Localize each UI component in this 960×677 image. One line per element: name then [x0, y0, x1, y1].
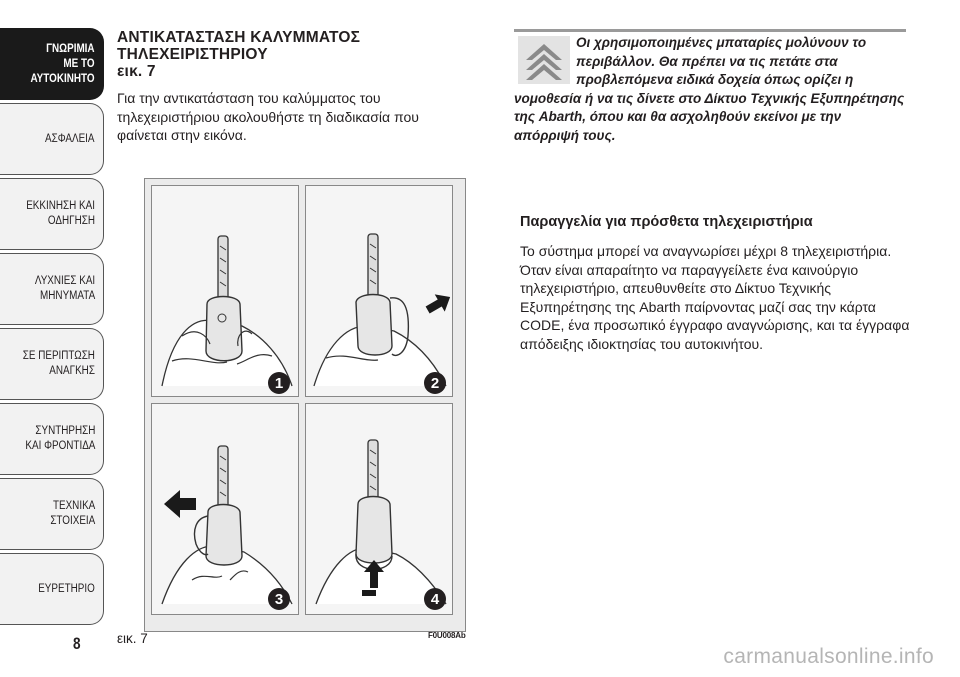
key-illustration-1 — [152, 186, 299, 397]
tab-maintenance[interactable] — [0, 403, 104, 475]
step-panel-3 — [151, 403, 299, 615]
step-panel-2 — [305, 185, 453, 397]
tab-emergency[interactable] — [0, 328, 104, 400]
note-icon-spacer — [514, 34, 576, 84]
section-heading-text: ΑΝΤΙΚΑΤΑΣΤΑΣΗ ΚΑΛΥΜΜΑΤΟΣ ΤΗΛΕΧΕΙΡΙΣΤΗΡΙΟΥ — [117, 29, 361, 63]
step-panel-4 — [305, 403, 453, 615]
page-number: 8 — [72, 634, 81, 653]
key-cover-replacement-figure — [144, 178, 466, 632]
tab-index[interactable] — [0, 553, 104, 625]
watermark: carmanualsonline.info — [723, 645, 934, 668]
key-illustration-4 — [306, 404, 453, 615]
step-number-badge: 2 — [424, 372, 446, 394]
key-illustration-2 — [306, 186, 453, 397]
tab-warning-lights[interactable] — [0, 253, 104, 325]
tab-label: ΓΝΩΡΙΜΙΑ ΜΕ ΤΟ ΑΥΤΟΚΙΝΗΤΟ — [30, 42, 95, 85]
key-illustration-3 — [152, 404, 299, 615]
note-divider — [514, 29, 906, 32]
tab-safety[interactable] — [0, 103, 104, 175]
extra-remotes-heading: Παραγγελία για πρόσθετα τηλεχειριστήρια — [520, 214, 813, 230]
tab-technical-data[interactable] — [0, 478, 104, 550]
figure-code: F0U008Ab — [428, 631, 466, 640]
tab-label: ΕΥΡΕΤΗΡΙΟ — [38, 582, 95, 595]
tab-label: ΣΥΝΤΗΡΗΣΗ ΚΑΙ ΦΡΟΝΤΙΔΑ — [24, 425, 95, 452]
tab-getting-to-know[interactable] — [0, 28, 104, 100]
figure-caption: εικ. 7 — [117, 631, 148, 646]
tab-label: ΕΚΚΙΝΗΣΗ ΚΑΙ ΟΔΗΓΗΣΗ — [26, 200, 95, 227]
environment-note — [514, 34, 906, 145]
extra-remotes-text: Το σύστημα μπορεί να αναγνωρίσει μέχρι 8 τηλεχειριστήρια. Όταν είναι απαραίτητο να παραγγείλετε ένα καινούργιο τηλεχειριστήριο, απευθυνθείτε στο Δίκτυο Τεχνικής Εξυπηρέτησης της Abarth παίρνοντας μαζί σας την κάρτα CODE, ένα προσωπικό έγγραφο αναγνώρισης, και τα έγγραφα απόδειξης ιδιοκτησίας του αυτοκινήτου. — [520, 243, 910, 352]
instruction-text: Για την αντικατάσταση του καλύμματος του τηλεχειριστήριου ακολουθήστε τη διαδικασία που φαίνεται στην εικόνα. — [117, 90, 419, 143]
step-panel-1 — [151, 185, 299, 397]
step-number-badge: 4 — [424, 588, 446, 610]
step-number-badge: 3 — [268, 588, 290, 610]
tab-label: ΣΕ ΠΕΡΙΠΤΩΣΗ ΑΝΑΓΚΗΣ — [22, 350, 95, 377]
tab-label: ΛΥΧΝΙΕΣ ΚΑΙ ΜΗΝΥΜΑΤΑ — [34, 275, 95, 302]
section-heading — [117, 29, 457, 80]
tab-label: ΑΣΦΑΛΕΙΑ — [45, 132, 95, 145]
note-text: Οι χρησιμοποιημένες μπαταρίες μολύνουν το περιβάλλον. Θα πρέπει να τις πετάτε στα προβλεπόμενα ειδικά δοχεία όπως ορίζει η νομοθεσία ή να τις δίνετε στο Δίκτυο Τεχνικής Εξυπηρέτησης της Abarth, όπου και θα ασχοληθούν εκείνοι με την απόρριψή τους. — [514, 35, 905, 143]
tab-starting-driving[interactable] — [0, 178, 104, 250]
figure-reference: εικ. 7 — [117, 63, 156, 80]
step-number-badge: 1 — [268, 372, 290, 394]
tab-label: ΤΕΧΝΙΚΑ ΣΤΟΙΧΕΙΑ — [50, 500, 95, 527]
